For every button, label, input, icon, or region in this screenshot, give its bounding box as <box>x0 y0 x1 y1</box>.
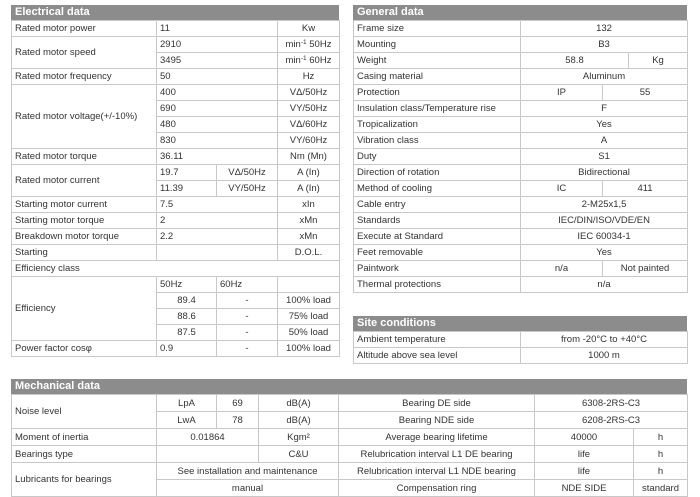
mechanical-data-panel <box>11 379 687 497</box>
row-label: Casing material <box>354 69 521 85</box>
row-unit: VΔ/60Hz <box>278 117 340 133</box>
table-row <box>354 277 688 293</box>
row-code: n/a <box>521 261 603 277</box>
row-value: 55 <box>603 85 688 101</box>
row-value: 2.2 <box>157 229 278 245</box>
row-label: Rated motor speed <box>12 37 157 69</box>
row-unit: dB(A) <box>259 395 339 412</box>
row-label: Power factor cosφ <box>12 341 157 357</box>
table-row <box>354 69 688 85</box>
row-label: Noise level <box>12 395 157 429</box>
row-unit: Nm (Mn) <box>278 149 340 165</box>
row-unit: dB(A) <box>259 412 339 429</box>
row-label: Bearings type <box>12 446 157 463</box>
row-value: 480 <box>157 117 278 133</box>
table-row <box>12 229 340 245</box>
row-value: 2 <box>157 213 278 229</box>
row-value: - <box>217 341 278 357</box>
row-value: 3495 <box>157 53 278 69</box>
site-conditions-panel <box>353 316 687 364</box>
row-value: 6308-2RS-C3 <box>535 395 688 412</box>
row-value: 87.5 <box>157 325 217 341</box>
table-row <box>12 446 688 463</box>
row-unit: xIn <box>278 197 340 213</box>
row-label: Execute at Standard <box>354 229 521 245</box>
row-label: Duty <box>354 149 521 165</box>
general-data-header: General data <box>353 5 687 20</box>
row-unit: Kgm² <box>259 429 339 446</box>
table-row <box>354 348 688 364</box>
table-row <box>354 197 688 213</box>
table-row <box>12 197 340 213</box>
row-value: IEC 60034-1 <box>521 229 688 245</box>
row-value: Not painted <box>603 261 688 277</box>
table-row <box>354 101 688 117</box>
row-value: - <box>217 325 278 341</box>
row-unit: h <box>634 463 688 480</box>
row-label: Feet removable <box>354 245 521 261</box>
table-row <box>12 165 340 181</box>
row-label: Compensation ring <box>339 480 535 497</box>
table-row <box>354 117 688 133</box>
row-value: 11 <box>157 21 278 37</box>
row-value <box>157 245 278 261</box>
row-unit: h <box>634 429 688 446</box>
row-code: IC <box>521 181 603 197</box>
row-value: 690 <box>157 101 278 117</box>
table-row <box>354 229 688 245</box>
row-unit: $\min^{-1} 50Hz$ <box>278 37 340 53</box>
row-unit: h <box>634 446 688 463</box>
table-row <box>354 213 688 229</box>
row-value: 2-M25x1,5 <box>521 197 688 213</box>
table-row <box>354 181 688 197</box>
row-value: F <box>521 101 688 117</box>
row-unit: $\min^{-1} 60Hz$ <box>278 53 340 69</box>
row-unit: 50% load <box>278 325 340 341</box>
row-label: Breakdown motor torque <box>12 229 157 245</box>
row-label: Efficiency <box>12 277 157 341</box>
table-row <box>12 261 340 277</box>
row-value: Bidirectional <box>521 165 688 181</box>
row-value: 89.4 <box>157 293 217 309</box>
mechanical-data-table <box>11 394 688 497</box>
row-unit: A (In) <box>278 165 340 181</box>
row-value: Yes <box>521 117 688 133</box>
row-unit: VY/60Hz <box>278 133 340 149</box>
row-label: Altitude above sea level <box>354 348 521 364</box>
row-label: Insulation class/Temperature rise <box>354 101 521 117</box>
row-value: S1 <box>521 149 688 165</box>
row-value: life <box>535 463 634 480</box>
row-label: Average bearing lifetime <box>339 429 535 446</box>
row-value: Aluminum <box>521 69 688 85</box>
table-row <box>354 133 688 149</box>
row-value <box>157 446 259 463</box>
row-unit: VΔ/50Hz <box>278 85 340 101</box>
row-value: 0.01864 <box>157 429 259 446</box>
row-value: 411 <box>603 181 688 197</box>
row-value: 0.9 <box>157 341 217 357</box>
electrical-data-header: Electrical data <box>11 5 339 20</box>
row-unit: Kw <box>278 21 340 37</box>
row-unit <box>278 277 340 293</box>
row-label: Rated motor torque <box>12 149 157 165</box>
row-label: Ambient temperature <box>354 332 521 348</box>
row-code: LpA <box>157 395 217 412</box>
row-label: Method of cooling <box>354 181 521 197</box>
row-label: Bearing DE side <box>339 395 535 412</box>
row-label: Rated motor current <box>12 165 157 197</box>
row-label: Weight <box>354 53 521 69</box>
row-value: life <box>535 446 634 463</box>
table-row <box>12 69 340 85</box>
table-row <box>12 395 688 412</box>
electrical-data-panel <box>11 5 339 357</box>
row-value: 58.8 <box>521 53 629 69</box>
row-unit: xMn <box>278 213 340 229</box>
row-label: Starting motor current <box>12 197 157 213</box>
row-label: Paintwork <box>354 261 521 277</box>
table-row <box>354 21 688 37</box>
row-value: 7.5 <box>157 197 278 213</box>
row-unit: Kg <box>629 53 688 69</box>
row-value: 400 <box>157 85 278 101</box>
row-value: 40000 <box>535 429 634 446</box>
row-unit: 100% load <box>278 293 340 309</box>
row-value: NDE SIDE <box>535 480 634 497</box>
general-data-panel <box>353 5 687 293</box>
table-row <box>354 85 688 101</box>
row-label: Relubrication interval L1 NDE bearing <box>339 463 535 480</box>
row-label: Starting motor torque <box>12 213 157 229</box>
row-code: IP <box>521 85 603 101</box>
row-unit: standard <box>634 480 688 497</box>
row-label: Relubrication interval L1 DE bearing <box>339 446 535 463</box>
row-value: B3 <box>521 37 688 53</box>
table-row <box>354 245 688 261</box>
row-unit: VY/50Hz <box>278 101 340 117</box>
column-header-60hz: 60Hz <box>217 277 278 293</box>
row-label: Cable entry <box>354 197 521 213</box>
table-row <box>12 149 340 165</box>
row-value: Yes <box>521 245 688 261</box>
table-row <box>354 37 688 53</box>
row-value: 830 <box>157 133 278 149</box>
site-conditions-header: Site conditions <box>353 316 687 331</box>
electrical-data-table <box>11 20 340 357</box>
row-value: 88.6 <box>157 309 217 325</box>
row-label: Lubricants for bearings <box>12 463 157 497</box>
table-row <box>354 332 688 348</box>
row-label: Rated motor frequency <box>12 69 157 85</box>
row-unit: 100% load <box>278 341 340 357</box>
row-value: n/a <box>521 277 688 293</box>
row-unit: Hz <box>278 69 340 85</box>
table-row <box>354 53 688 69</box>
table-row <box>12 213 340 229</box>
row-unit: 75% load <box>278 309 340 325</box>
row-value: IEC/DIN/ISO/VDE/EN <box>521 213 688 229</box>
row-label: Thermal protections <box>354 277 521 293</box>
row-value: 19.7 <box>157 165 217 181</box>
table-row <box>354 149 688 165</box>
row-unit: C&U <box>259 446 339 463</box>
row-value: - <box>217 293 278 309</box>
row-label: Frame size <box>354 21 521 37</box>
table-row <box>12 429 688 446</box>
row-value: 1000 m <box>521 348 688 364</box>
row-connection: VY/50Hz <box>217 181 278 197</box>
row-label: Bearing NDE side <box>339 412 535 429</box>
table-row <box>12 463 688 480</box>
row-value: 50 <box>157 69 278 85</box>
column-header-50hz: 50Hz <box>157 277 217 293</box>
row-label: Efficiency class <box>12 261 340 277</box>
site-conditions-table <box>353 331 688 364</box>
row-value: 132 <box>521 21 688 37</box>
row-value: 36.11 <box>157 149 278 165</box>
row-label: Mounting <box>354 37 521 53</box>
row-label: Protection <box>354 85 521 101</box>
row-label: Moment of inertia <box>12 429 157 446</box>
table-row <box>12 21 340 37</box>
row-label: Direction of rotation <box>354 165 521 181</box>
row-label: Standards <box>354 213 521 229</box>
table-row <box>12 85 340 101</box>
row-unit: xMn <box>278 229 340 245</box>
row-label: Starting <box>12 245 157 261</box>
row-label: Rated motor voltage(+/-10%) <box>12 85 157 149</box>
row-value: 11.39 <box>157 181 217 197</box>
row-connection: VΔ/50Hz <box>217 165 278 181</box>
row-value: - <box>217 309 278 325</box>
row-value: 78 <box>217 412 259 429</box>
row-value: 2910 <box>157 37 278 53</box>
row-value: manual <box>157 480 339 497</box>
mechanical-data-header: Mechanical data <box>11 379 687 394</box>
table-row <box>12 37 340 53</box>
row-value: 6208-2RS-C3 <box>535 412 688 429</box>
row-label: Tropicalization <box>354 117 521 133</box>
general-data-table <box>353 20 688 293</box>
row-unit: A (In) <box>278 181 340 197</box>
row-value: from -20°C to +40°C <box>521 332 688 348</box>
row-label: Rated motor power <box>12 21 157 37</box>
row-value: See installation and maintenance <box>157 463 339 480</box>
row-label: Vibration class <box>354 133 521 149</box>
table-row <box>12 341 340 357</box>
table-row <box>354 165 688 181</box>
row-code: LwA <box>157 412 217 429</box>
table-row <box>354 261 688 277</box>
table-row <box>12 277 340 293</box>
row-unit: D.O.L. <box>278 245 340 261</box>
table-row <box>12 245 340 261</box>
row-value: A <box>521 133 688 149</box>
row-value: 69 <box>217 395 259 412</box>
